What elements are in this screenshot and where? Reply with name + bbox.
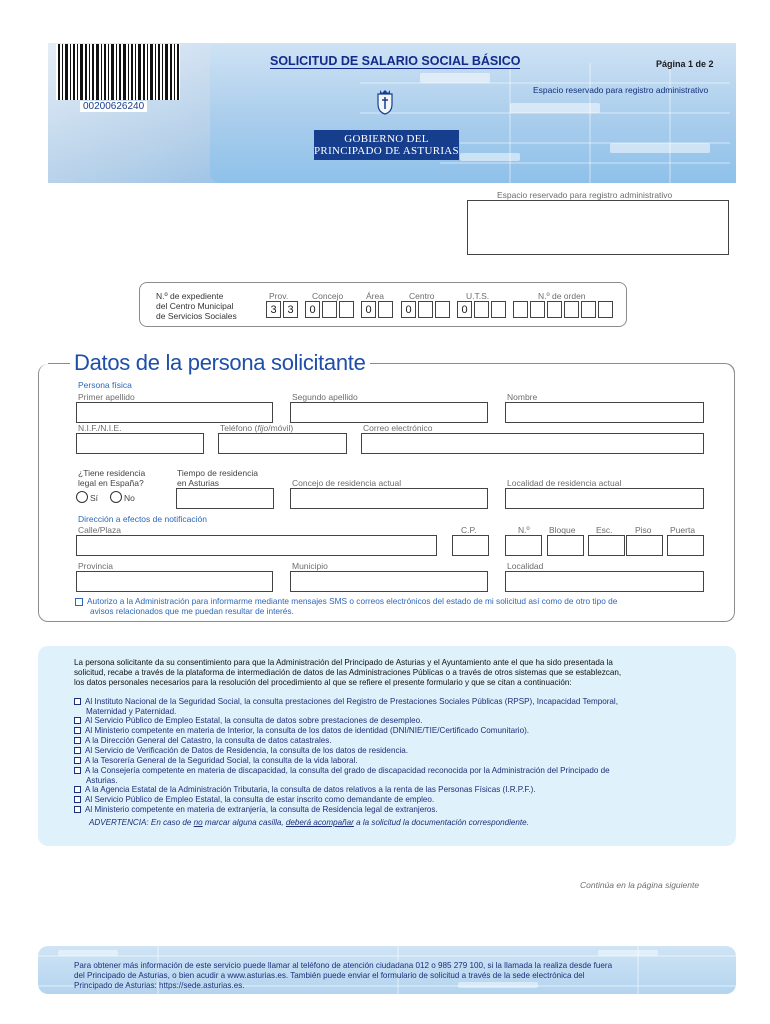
tiempo-label-2: en Asturias (177, 478, 220, 488)
exp-digit-13[interactable] (491, 301, 506, 318)
footer-line-1: Para obtener más información de este servicio puede llamar al teléfono de atención ciudadana 012 o 985 279 100, si la llamada la realiza desde fuera (74, 961, 613, 970)
consent-checkbox[interactable] (74, 717, 81, 724)
no-label: No (124, 493, 135, 503)
nombre-input[interactable] (505, 402, 704, 423)
provincia-label: Provincia (78, 561, 113, 571)
nif-input[interactable] (76, 433, 204, 454)
numero-label: N.º (518, 525, 530, 535)
centro-label: Centro (409, 291, 435, 301)
exp-digit-15[interactable] (530, 301, 545, 318)
consent-item-1-cont: Maternidad y Paternidad. (86, 707, 177, 716)
persona-fisica-label: Persona física (78, 380, 132, 390)
segundo-apellido-label: Segundo apellido (292, 392, 358, 402)
residencia-no-radio[interactable] (110, 491, 122, 503)
telefono-label: Teléfono (fijo/móvil) (220, 423, 294, 433)
exp-digit-4[interactable] (322, 301, 337, 318)
calle-label: Calle/Plaza (78, 525, 121, 535)
sms-text-2: avisos relacionados que me puedan resultar de interés. (90, 606, 294, 616)
sms-text-1: Autorizo a la Administración para informarme mediante mensajes SMS o correos electrónicos del estado de mi solicitud así como de otro tipo de (87, 596, 618, 606)
concejo-label: Concejo (312, 291, 344, 301)
consent-item-3[interactable]: Al Ministerio competente en materia de Interior, la consulta de los datos de identidad (DNI/NIE/TIE/Certificado Comunitario). (74, 726, 529, 735)
municipio-label: Municipio (292, 561, 328, 571)
consent-intro-1: La persona solicitante da su consentimiento para que la Administración del Principado de Asturias y el Ayuntamiento ante el que ha sido presentada la (74, 658, 613, 667)
correo-label: Correo electrónico (363, 423, 433, 433)
sms-checkbox[interactable] (75, 598, 83, 606)
page-indicator: Página 1 de 2 (656, 59, 714, 69)
reserved-label-top: Espacio reservado para registro administrativo (533, 85, 709, 95)
puerta-input[interactable] (667, 535, 704, 556)
consent-checkbox[interactable] (74, 767, 81, 774)
cp-label: C.P. (461, 525, 477, 535)
exp-digit-17[interactable] (564, 301, 579, 318)
consent-item-10[interactable]: Al Ministerio competente en materia de extranjería, la consulta de Residencia legal de extranjeros. (74, 805, 438, 814)
exp-digit-11[interactable]: 0 (457, 301, 472, 318)
bloque-label: Bloque (549, 525, 576, 535)
reserved-label: Espacio reservado para registro administrativo (497, 190, 673, 200)
footer-line-2: del Principado de Asturias, o bien acudir a www.asturias.es. También puede enviar el formulario de solicitud a través de la sede electrónica del (74, 971, 585, 980)
footer-line-3: Principado de Asturias: https://sede.asturias.es. (74, 981, 245, 990)
municipio-input[interactable] (290, 571, 488, 592)
nombre-label: Nombre (507, 392, 538, 402)
esc-input[interactable] (588, 535, 625, 556)
exp-digit-16[interactable] (547, 301, 562, 318)
piso-label: Piso (635, 525, 652, 535)
localidad-input[interactable] (505, 571, 704, 592)
bloque-input[interactable] (547, 535, 584, 556)
gobierno-logo: GOBIERNO DEL PRINCIPADO DE ASTURIAS (314, 130, 459, 160)
exp-digit-19[interactable] (598, 301, 613, 318)
calle-input[interactable] (76, 535, 437, 556)
tiempo-label-1: Tiempo de residencia (177, 468, 258, 478)
esc-label: Esc. (596, 525, 613, 535)
primer-apellido-input[interactable] (76, 402, 273, 423)
orden-label: N.º de orden (538, 291, 586, 301)
nif-label: N.I.F./N.I.E. (78, 423, 122, 433)
exp-digit-12[interactable] (474, 301, 489, 318)
consent-item-2[interactable]: Al Servicio Público de Empleo Estatal, la consulta de datos sobre prestaciones de desempleo. (74, 716, 422, 725)
registro-box (467, 200, 729, 255)
area-label: Área (366, 291, 384, 301)
residencia-question-1: ¿Tiene residencia (78, 468, 146, 478)
consent-checkbox[interactable] (74, 757, 81, 764)
exp-digit-7[interactable] (378, 301, 393, 318)
consent-item-7[interactable]: A la Consejería competente en materia de discapacidad, la consulta del grado de discapacidad reconocida por la Administración del Principado de (74, 766, 610, 775)
consent-intro-3: los datos personales necesarios para la resolución del procedimiento al que se refiere el presente formulario y que se citan a continuación: (74, 678, 572, 687)
correo-input[interactable] (361, 433, 704, 454)
consent-checkbox[interactable] (74, 747, 81, 754)
exp-digit-6[interactable]: 0 (361, 301, 376, 318)
primer-apellido-label: Primer apellido (78, 392, 135, 402)
exp-digit-9[interactable] (418, 301, 433, 318)
consent-item-7-cont: Asturias. (86, 776, 118, 785)
barcode-number: 00200626240 (80, 101, 147, 112)
section-title: Datos de la persona solicitante (70, 350, 370, 376)
consent-item-6[interactable]: A la Tesorería General de la Seguridad Social, la consulta de la vida laboral. (74, 756, 358, 765)
exp-digit-8[interactable]: 0 (401, 301, 416, 318)
numero-input[interactable] (505, 535, 542, 556)
consent-item-1[interactable]: Al Instituto Nacional de la Seguridad Social, la consulta prestaciones del Registro de Prestaciones Sociales Públicas (RPSP), Incapacidad Temporal, (74, 697, 618, 706)
form-title: SOLICITUD DE SALARIO SOCIAL BÁSICO (270, 54, 521, 68)
puerta-label: Puerta (670, 525, 696, 535)
advertencia: ADVERTENCIA: En caso de no marcar alguna casilla, deberá acompañar a la solicitud la documentación correspondiente. (89, 818, 529, 827)
residencia-si-radio[interactable] (76, 491, 88, 503)
telefono-input[interactable] (218, 433, 347, 454)
coat-of-arms-icon (374, 88, 396, 116)
exp-digit-3[interactable]: 0 (305, 301, 320, 318)
cp-input[interactable] (452, 535, 489, 556)
concejo-residencia-input[interactable] (290, 488, 488, 509)
provincia-input[interactable] (76, 571, 273, 592)
si-label: Sí (90, 493, 99, 503)
exp-digit-10[interactable] (435, 301, 450, 318)
prov-label: Prov. (269, 291, 289, 301)
consent-checkbox[interactable] (74, 737, 81, 744)
direccion-title: Dirección a efectos de notificación (78, 514, 207, 524)
localidad-residencia-label: Localidad de residencia actual (507, 478, 622, 488)
exp-digit-1[interactable]: 3 (266, 301, 281, 318)
consent-item-9[interactable]: Al Servicio Público de Empleo Estatal, la consulta de estar inscrito como demandante de empleo. (74, 795, 434, 804)
consent-item-5[interactable]: Al Servicio de Verificación de Datos de Residencia, la consulta de los datos de residencia. (74, 746, 408, 755)
consent-item-4[interactable]: A la Dirección General del Catastro, la consulta de datos catastrales. (74, 736, 332, 745)
exp-digit-18[interactable] (581, 301, 596, 318)
barcode (56, 44, 180, 100)
continua-label: Continúa en la página siguiente (580, 880, 700, 890)
exp-digit-5[interactable] (339, 301, 354, 318)
consent-checkbox[interactable] (74, 727, 81, 734)
exp-digit-14[interactable] (513, 301, 528, 318)
expediente-label-1: N.º de expediente (156, 291, 224, 301)
consent-item-8[interactable]: A la Agencia Estatal de la Administración Tributaria, la consulta de datos relativos a la renta de las Personas Físicas (I.R.P.F.). (74, 785, 536, 794)
expediente-label-3: de Servicios Sociales (156, 311, 237, 321)
concejo-residencia-label: Concejo de residencia actual (292, 478, 402, 488)
uts-label: U.T.S. (466, 291, 490, 301)
consent-checkbox[interactable] (74, 786, 81, 793)
expediente-label-2: del Centro Municipal (156, 301, 234, 311)
consent-checkbox[interactable] (74, 796, 81, 803)
exp-digit-2[interactable]: 3 (283, 301, 298, 318)
consent-checkbox[interactable] (74, 698, 81, 705)
localidad-label: Localidad (507, 561, 544, 571)
consent-checkbox[interactable] (74, 806, 81, 813)
piso-input[interactable] (626, 535, 663, 556)
residencia-question-2: legal en España? (78, 478, 144, 488)
tiempo-residencia-input[interactable] (176, 488, 274, 509)
localidad-residencia-input[interactable] (505, 488, 704, 509)
consent-intro-2: solicitud, recabe a través de la plataforma de intermediación de datos de las Administraciones Públicas o a través de otros sistemas que se establezcan, (74, 668, 622, 677)
segundo-apellido-input[interactable] (290, 402, 488, 423)
